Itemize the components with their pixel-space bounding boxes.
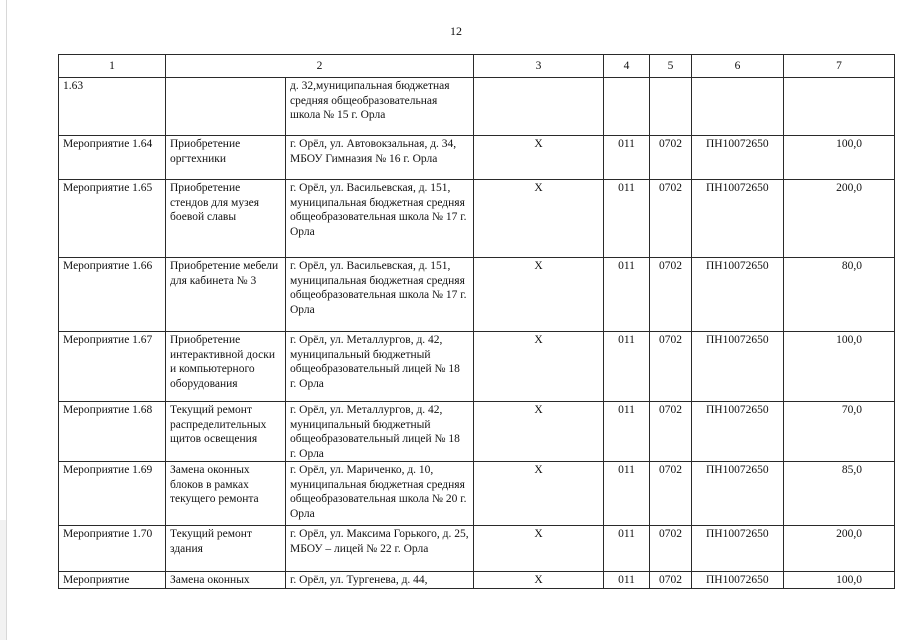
row-id-cell: Мероприятие 1.65 <box>59 180 166 258</box>
row-id-cell: Мероприятие 1.68 <box>59 402 166 462</box>
row-col5-cell: 0702 <box>650 462 692 526</box>
row-name-cell: Приобретение мебели для кабинета № 3 <box>166 258 286 332</box>
table-row <box>59 136 895 180</box>
row-col3-cell: X <box>474 332 604 402</box>
row-address-cell: г. Орёл, ул. Васильевская, д. 151, муниципальная бюджетная средняя общеобразовательная школа № 17 г. Орла <box>286 258 474 332</box>
row-address-cell: г. Орёл, ул. Мариченко, д. 10, муниципальная бюджетная средняя общеобразовательная школа № 20 г. Орла <box>286 462 474 526</box>
row-id-cell: Мероприятие 1.69 <box>59 462 166 526</box>
header-col-4: 4 <box>604 55 650 78</box>
row-col4-cell: 011 <box>604 136 650 180</box>
row-col4-cell <box>604 78 650 136</box>
row-code-cell: ПН10072650 <box>692 572 784 589</box>
header-col-2: 2 <box>166 55 474 78</box>
row-amount-cell: 200,0 <box>784 526 895 572</box>
row-id-cell: Мероприятие 1.64 <box>59 136 166 180</box>
row-col3-cell: X <box>474 526 604 572</box>
row-name-cell: Приобретение стендов для музея боевой славы <box>166 180 286 258</box>
row-col4-cell: 011 <box>604 180 650 258</box>
row-amount-cell: 80,0 <box>784 258 895 332</box>
row-col5-cell: 0702 <box>650 526 692 572</box>
row-col5-cell: 0702 <box>650 136 692 180</box>
row-col5-cell: 0702 <box>650 402 692 462</box>
row-code-cell: ПН10072650 <box>692 402 784 462</box>
row-col5-cell: 0702 <box>650 572 692 589</box>
row-col4-cell: 011 <box>604 402 650 462</box>
row-col5-cell: 0702 <box>650 332 692 402</box>
row-amount-cell: 100,0 <box>784 332 895 402</box>
row-id-cell: 1.63 <box>59 78 166 136</box>
row-address-cell: г. Орёл, ул. Металлургов, д. 42, муниципальный бюджетный общеобразовательный лицей № 18 г. Орла <box>286 332 474 402</box>
row-col4-cell: 011 <box>604 526 650 572</box>
scan-edge-shadow <box>0 520 6 640</box>
table-body <box>59 55 895 589</box>
table-row <box>59 462 895 526</box>
row-name-cell: Приобретение оргтехники <box>166 136 286 180</box>
row-amount-cell: 70,0 <box>784 402 895 462</box>
row-address-cell: г. Орёл, ул. Автовокзальная, д. 34, МБОУ Гимназия № 16 г. Орла <box>286 136 474 180</box>
row-code-cell: ПН10072650 <box>692 136 784 180</box>
row-name-cell: Текущий ремонт здания <box>166 526 286 572</box>
header-col-7: 7 <box>784 55 895 78</box>
row-code-cell: ПН10072650 <box>692 462 784 526</box>
row-code-cell: ПН10072650 <box>692 332 784 402</box>
row-amount-cell: 100,0 <box>784 572 895 589</box>
row-address-cell: г. Орёл, ул. Максима Горького, д. 25, МБОУ – лицей № 22 г. Орла <box>286 526 474 572</box>
row-amount-cell: 100,0 <box>784 136 895 180</box>
header-col-3: 3 <box>474 55 604 78</box>
row-col3-cell: X <box>474 402 604 462</box>
row-col3-cell: X <box>474 136 604 180</box>
table-row <box>59 78 895 136</box>
row-id-cell: Мероприятие 1.66 <box>59 258 166 332</box>
row-col5-cell <box>650 78 692 136</box>
row-col5-cell: 0702 <box>650 258 692 332</box>
row-col4-cell: 011 <box>604 462 650 526</box>
row-code-cell: ПН10072650 <box>692 526 784 572</box>
row-col3-cell: X <box>474 180 604 258</box>
table-row <box>59 180 895 258</box>
row-amount-cell: 85,0 <box>784 462 895 526</box>
row-name-cell: Приобретение интерактивной доски и компьютерного оборудования <box>166 332 286 402</box>
scan-edge-line <box>6 0 7 640</box>
row-code-cell: ПН10072650 <box>692 258 784 332</box>
row-col3-cell: X <box>474 462 604 526</box>
row-id-cell: Мероприятие 1.67 <box>59 332 166 402</box>
row-name-cell: Замена оконных блоков в рамках текущего ремонта <box>166 462 286 526</box>
row-address-cell: г. Орёл, ул. Тургенева, д. 44, <box>286 572 474 589</box>
page-number: 12 <box>450 24 462 38</box>
row-code-cell: ПН10072650 <box>692 180 784 258</box>
row-amount-cell <box>784 78 895 136</box>
row-name-cell: Замена оконных <box>166 572 286 589</box>
row-name-cell: Текущий ремонт распределительных щитов освещения <box>166 402 286 462</box>
row-col4-cell: 011 <box>604 572 650 589</box>
row-code-cell <box>692 78 784 136</box>
row-col3-cell: X <box>474 258 604 332</box>
header-row <box>59 55 895 78</box>
row-id-cell: Мероприятие <box>59 572 166 589</box>
row-col4-cell: 011 <box>604 258 650 332</box>
table-row <box>59 332 895 402</box>
row-amount-cell: 200,0 <box>784 180 895 258</box>
header-col-1: 1 <box>59 55 166 78</box>
table-row <box>59 258 895 332</box>
header-col-6: 6 <box>692 55 784 78</box>
table-row <box>59 572 895 589</box>
row-col3-cell: X <box>474 572 604 589</box>
row-col4-cell: 011 <box>604 332 650 402</box>
table-row <box>59 526 895 572</box>
table-row <box>59 402 895 462</box>
header-col-5: 5 <box>650 55 692 78</box>
row-address-cell: г. Орёл, ул. Васильевская, д. 151, муниципальная бюджетная средняя общеобразовательная школа № 17 г. Орла <box>286 180 474 258</box>
activities-table <box>58 54 895 589</box>
row-id-cell: Мероприятие 1.70 <box>59 526 166 572</box>
row-address-cell: д. 32,муниципальная бюджетная средняя общеобразовательная школа № 15 г. Орла <box>286 78 474 136</box>
row-col3-cell <box>474 78 604 136</box>
row-address-cell: г. Орёл, ул. Металлургов, д. 42, муниципальный бюджетный общеобразовательный лицей № 18 г. Орла <box>286 402 474 462</box>
row-name-cell <box>166 78 286 136</box>
row-col5-cell: 0702 <box>650 180 692 258</box>
